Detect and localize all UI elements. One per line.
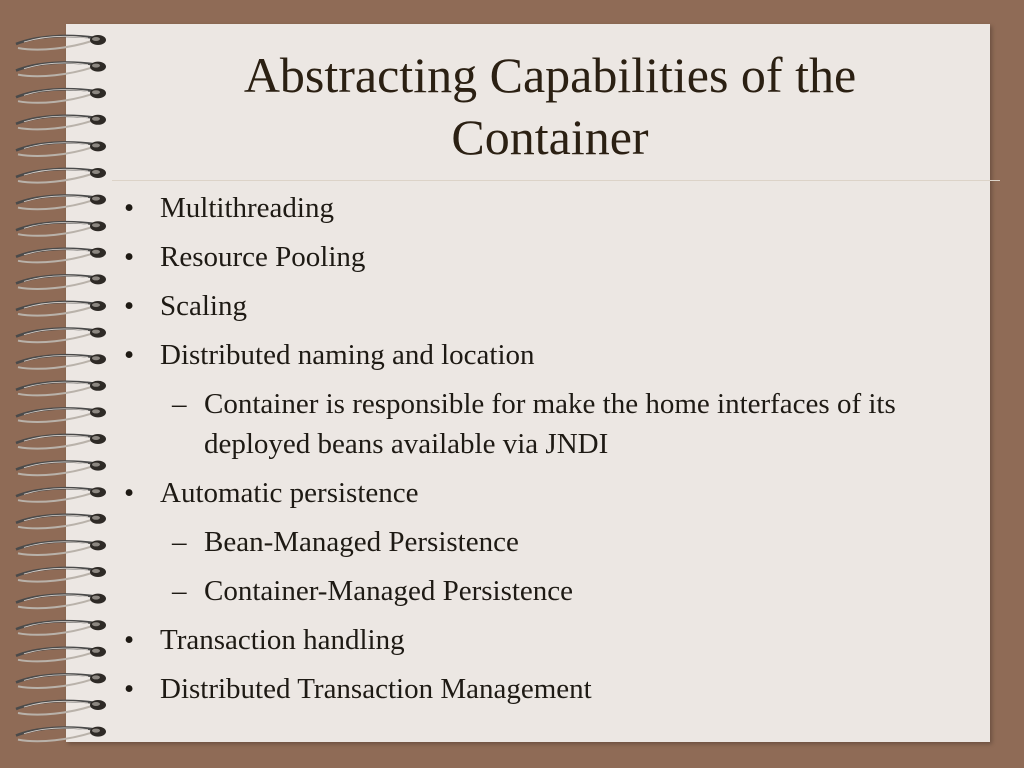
- dash-marker: –: [172, 575, 187, 607]
- bullet-marker: •: [124, 290, 135, 322]
- spiral-ring: [16, 168, 106, 183]
- bullet-text: Container-Managed Persistence: [204, 575, 574, 607]
- bullet-text: Resource Pooling: [160, 241, 366, 273]
- bullet-item: [116, 286, 976, 326]
- title-divider: [112, 180, 1000, 181]
- spiral-ring: [16, 461, 106, 476]
- bullet-item: [116, 669, 976, 709]
- spiral-binding-icon: [0, 0, 120, 768]
- spiral-ring: [16, 673, 106, 688]
- spiral-ring: [16, 727, 106, 742]
- spiral-ring: [16, 195, 106, 210]
- spiral-ring: [16, 248, 106, 263]
- spiral-ring: [16, 274, 106, 289]
- bullet-text: Container is responsible for make the home interfaces of its deployed beans available via JNDI: [204, 388, 896, 460]
- spiral-ring: [16, 594, 106, 609]
- spiral-ring: [16, 540, 106, 555]
- bullet-text: Automatic persistence: [160, 477, 419, 509]
- spiral-ring: [16, 221, 106, 236]
- sub-bullet-item: [116, 522, 976, 562]
- bullet-marker: •: [124, 241, 135, 273]
- spiral-ring: [16, 407, 106, 422]
- bullet-list: [116, 184, 976, 709]
- bullet-item: [116, 620, 976, 660]
- spiral-ring: [16, 88, 106, 103]
- spiral-ring: [16, 62, 106, 77]
- spiral-ring: [16, 381, 106, 396]
- spiral-ring: [16, 434, 106, 449]
- bullet-item: [116, 473, 976, 513]
- bullet-text: Bean-Managed Persistence: [204, 526, 519, 558]
- spiral-ring: [16, 354, 106, 369]
- bullet-item: [116, 237, 976, 277]
- bullet-text: Multithreading: [160, 192, 334, 224]
- bullet-text: Scaling: [160, 290, 247, 322]
- bullet-text: Distributed Transaction Management: [160, 673, 592, 705]
- bullet-marker: •: [124, 673, 135, 705]
- sub-bullet-item: [116, 384, 976, 464]
- bullet-marker: •: [124, 192, 135, 224]
- spiral-ring: [16, 141, 106, 156]
- spiral-ring: [16, 567, 106, 582]
- spiral-ring: [16, 487, 106, 502]
- sub-bullet-item: [116, 571, 976, 611]
- slide-title: Abstracting Capabilities of the Container: [243, 47, 857, 165]
- spiral-ring: [16, 115, 106, 130]
- spiral-ring: [16, 301, 106, 316]
- bullet-marker: •: [124, 477, 135, 509]
- spiral-ring: [16, 328, 106, 343]
- bullet-item: [116, 335, 976, 375]
- spiral-ring: [16, 514, 106, 529]
- bullet-text: Transaction handling: [160, 624, 405, 656]
- bullet-item: [116, 188, 976, 228]
- bullet-marker: •: [124, 339, 135, 371]
- dash-marker: –: [172, 388, 187, 420]
- spiral-ring: [16, 35, 106, 50]
- dash-marker: –: [172, 526, 187, 558]
- spiral-ring: [16, 700, 106, 715]
- bullet-text: Distributed naming and location: [160, 339, 535, 371]
- spiral-ring: [16, 620, 106, 635]
- bullet-marker: •: [124, 624, 135, 656]
- spiral-ring: [16, 647, 106, 662]
